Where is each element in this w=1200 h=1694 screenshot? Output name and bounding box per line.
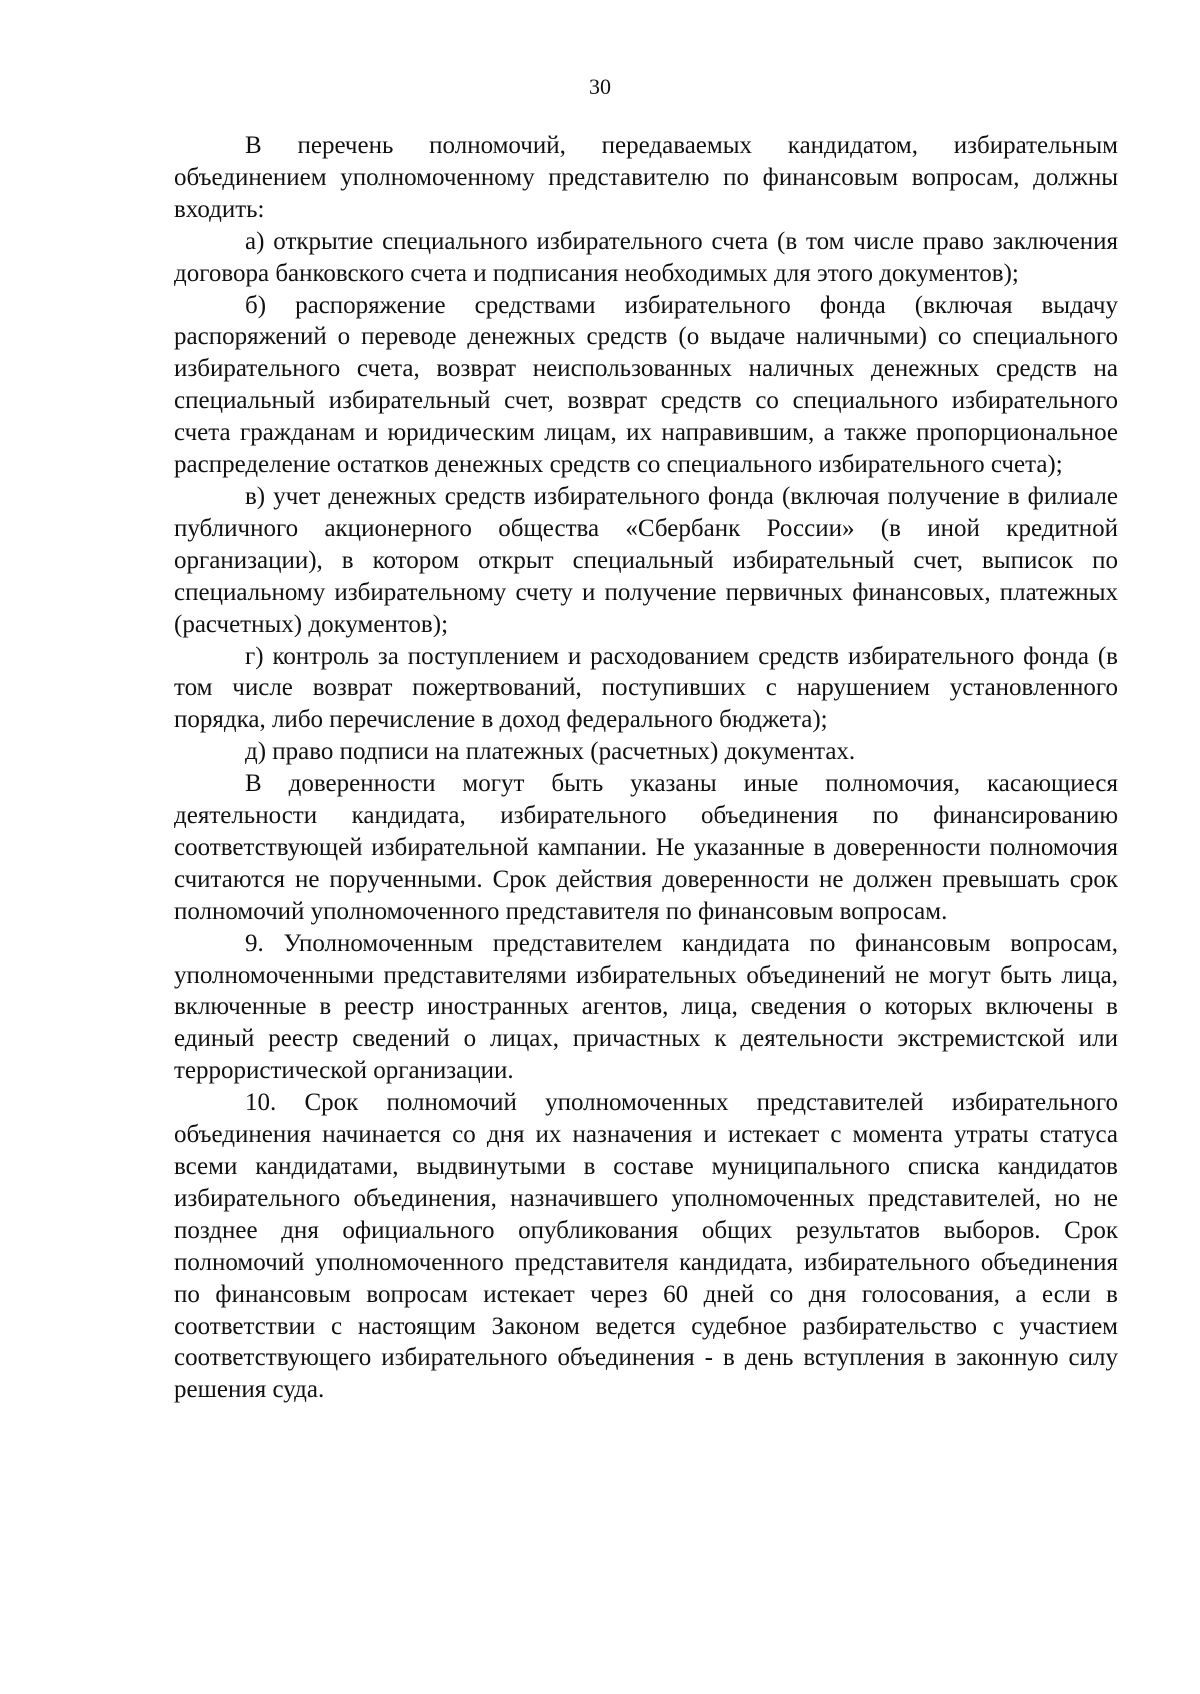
paragraph-item-b: б) распоряжение средствами избирательного фонда (включая выдачу распоряжений о переводе денежных средств (о выдаче наличными) со специального избирательного счета, возврат неиспользованных наличных денежных средств на специальный избирательный счет, возврат средств со специального избирательного счета гражданам и юридическим лицам, их направившим, а также пропорциональное распределение остатков денежных средств со специального избирательного счета); bbox=[174, 291, 1118, 479]
paragraph-section-9: 9. Уполномоченным представителем кандидата по финансовым вопросам, уполномоченными представителями избирательных объединений не могут быть лица, включенные в реестр иностранных агентов, лица, сведения о которых включены в единый реестр сведений о лицах, причастных к деятельности экстремистской или террористической организации. bbox=[174, 929, 1118, 1085]
paragraph-item-a: а) открытие специального избирательного счета (в том числе право заключения договора банковского счета и подписания необходимых для этого документов); bbox=[174, 227, 1118, 287]
paragraph-section-10: 10. Срок полномочий уполномоченных представителей избирательного объединения начинается со дня их назначения и истекает с момента утраты статуса всеми кандидатами, выдвинутыми в составе муниципального списка кандидатов избирательного объединения, назначившего уполномоченных представителей, но не позднее дня официального опубликования общих результатов выборов. Срок полномочий уполномоченного представителя кандидата, избирательного объединения по финансовым вопросам истекает через 60 дней со дня голосования, а если в соответствии с настоящим Законом ведется судебное разбирательство с участием соответствующего избирательного объединения - в день вступления в законную силу решения суда. bbox=[174, 1089, 1118, 1404]
paragraph-item-v: в) учет денежных средств избирательного фонда (включая получение в филиале публичного акционерного общества «Сбербанк России» (в иной кредитной организации), в котором открыт специальный избирательный счет, выписок по специальному избирательному счету и получение первичных финансовых, платежных (расчетных) документов); bbox=[174, 482, 1118, 638]
paragraph-power-of-attorney: В доверенности могут быть указаны иные полномочия, касающиеся деятельности кандидата, избирательного объединения по финансированию соответствующей избирательной кампании. Не указанные в доверенности полномочия считаются не порученными. Срок действия доверенности не должен превышать срок полномочий уполномоченного представителя по финансовым вопросам. bbox=[174, 770, 1118, 925]
document-body bbox=[174, 130, 1118, 1406]
paragraph-item-g: г) контроль за поступлением и расходованием средств избирательного фонда (в том числе возврат пожертвований, поступивших с нарушением установленного порядка, либо перечисление в доход федерального бюджета); bbox=[174, 642, 1118, 734]
paragraph-powers-list-intro: В перечень полномочий, передаваемых кандидатом, избирательным объединением уполномоченному представителю по финансовым вопросам, должны входить: bbox=[174, 132, 1118, 223]
page-number: 30 bbox=[589, 74, 611, 99]
paragraph-item-d: д) право подписи на платежных (расчетных) документах. bbox=[245, 738, 856, 766]
